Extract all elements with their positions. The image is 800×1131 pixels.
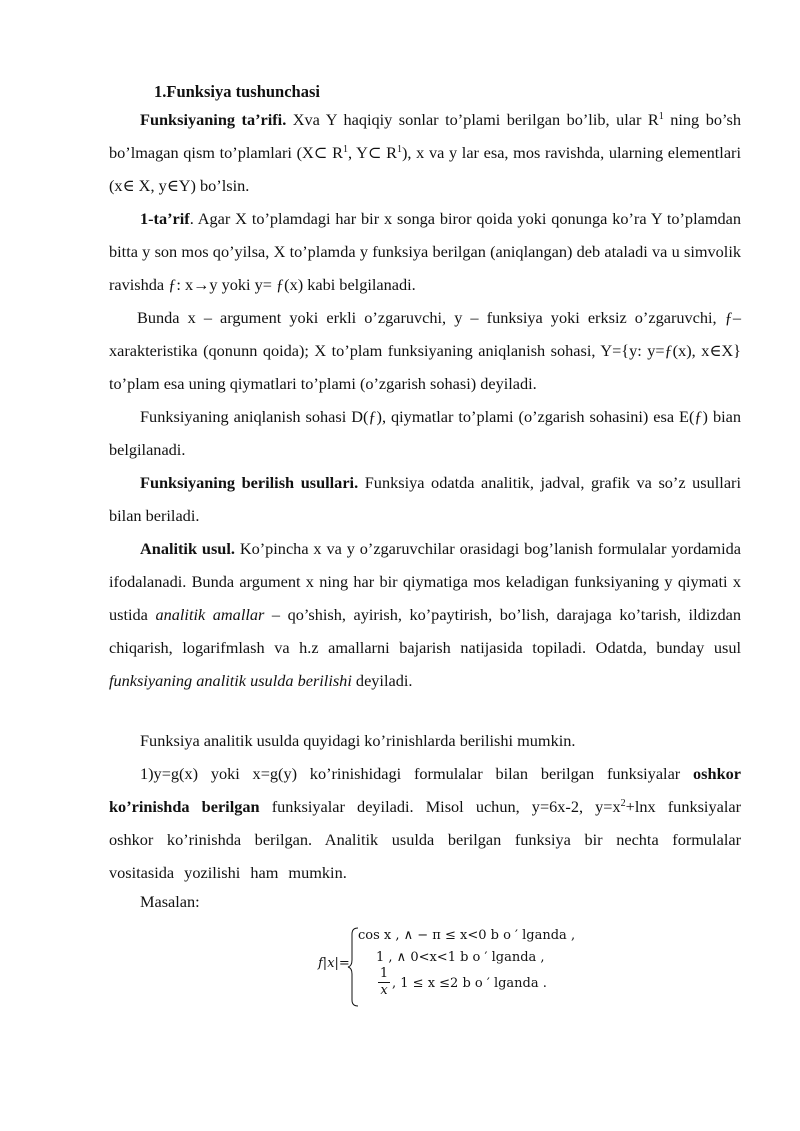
bold-term: Analitik usul. — [140, 539, 235, 558]
argument-paragraph: Bunda x – argument yoki erkli o’zgaruvchi, y – funksiya yoki erksiz o’zgaruvchi, ƒ– xarakteristika (qonunn qoida); X to’plam funksiyaning aniqlanish sohasi, Y={y: y=ƒ(x), x∈X} to’plam esa uning qiymatlari to’plami (o’zgarish sohasi) deyiladi. — [109, 308, 741, 393]
formula-case-1: cos x , ∧ − π ≤ x<0 b o ′ lganda , — [358, 928, 576, 943]
example-label: Masalan: — [140, 892, 200, 911]
bold-term: Funksiyaning ta’rifi. — [140, 110, 287, 129]
forms-paragraph: Funksiya analitik usulda quyidagi ko’rinishlarda berilishi mumkin. — [140, 731, 576, 750]
formula-lhs: f|x|= — [318, 956, 350, 971]
bold-term: oshkor ko’rinishda berilgan — [109, 764, 741, 816]
definition-1-paragraph: 1-ta’rif. Agar X to’plamdagi har bir x songa biror qoida yoki qonunga ko’ra Y to’plamdan bitta y son mos qo’yilsa, X to’plamda y funksiya berilgan (aniqlangan) deb ataladi va u simvolik ravishda ƒ: x→y yoki y= ƒ(x) kabi belgilanadi. — [109, 209, 741, 294]
formula-case-3: , 1 ≤ x ≤2 b o ′ lganda . — [392, 976, 547, 991]
italic-term: analitik amallar — [155, 605, 265, 624]
section-heading: 1.Funksiya tushunchasi — [154, 82, 320, 101]
bold-term: Funksiyaning berilish usullari. — [140, 473, 359, 492]
analytic-paragraph: Analitik usul. Ko’pincha x va y o’zgaruvchilar orasidagi bog’lanish formulalar yordamida ifodalanadi. Bunda argument x ning har bir qiymatiga mos keladigan funksiyaning y qiymati x ustida analitik amallar – qo’shish, ayirish, ko’paytirish, bo’lish, darajaga ko’tarish, ildizdan chiqarish, logarifmlash va h.z amallarni bajarish natijasida topiladi. Odatda, bunday usul funksiyaning analitik usulda berilishi deyiladi. — [109, 539, 742, 690]
fraction: 1 x — [379, 966, 389, 998]
italic-term: funksiyaning analitik usulda berilishi — [109, 671, 352, 690]
explicit-paragraph: 1)y=g(x) yoki x=g(y) ko’rinishidagi formulalar bilan berilgan funksiyalar oshkor ko’rinishda berilgan funksiyalar deyiladi. Misol uchun, y=6x-2, $y=x^2+\ln x$ funksiyalar oshkor ko’rinishda berilgan. Analitik usulda berilgan funksiya bir nechta formulalar vositasida yozilishi ham mumkin. — [109, 764, 741, 882]
bold-term: 1-ta’rif — [140, 209, 190, 228]
domain-paragraph: Funksiyaning aniqlanish sohasi D(ƒ), qiymatlar to’plami (o’zgarish sohasini) esa E(ƒ) bian belgilanadi. — [109, 407, 741, 459]
definition-paragraph: Funksiyaning ta’rifi. Xva Y haqiqiy sonlar to’plami berilgan bo’lib, ular $R^1$ ning bo’sh bo’lmagan qism to’plamlari (X⊂ $R^1$, Y⊂ $R^1$), x va y lar esa, mos ravishda, ularning elementlari (x∈ X, y∈Y) bo’lsin. — [109, 110, 741, 195]
piecewise-formula — [318, 922, 578, 1012]
formula-case-2: 1 , ∧ 0<x<1 b o ′ lganda , — [376, 950, 545, 965]
methods-paragraph: Funksiyaning berilish usullari. Funksiya odatda analitik, jadval, grafik va so’z usullari bilan beriladi. — [109, 473, 741, 525]
